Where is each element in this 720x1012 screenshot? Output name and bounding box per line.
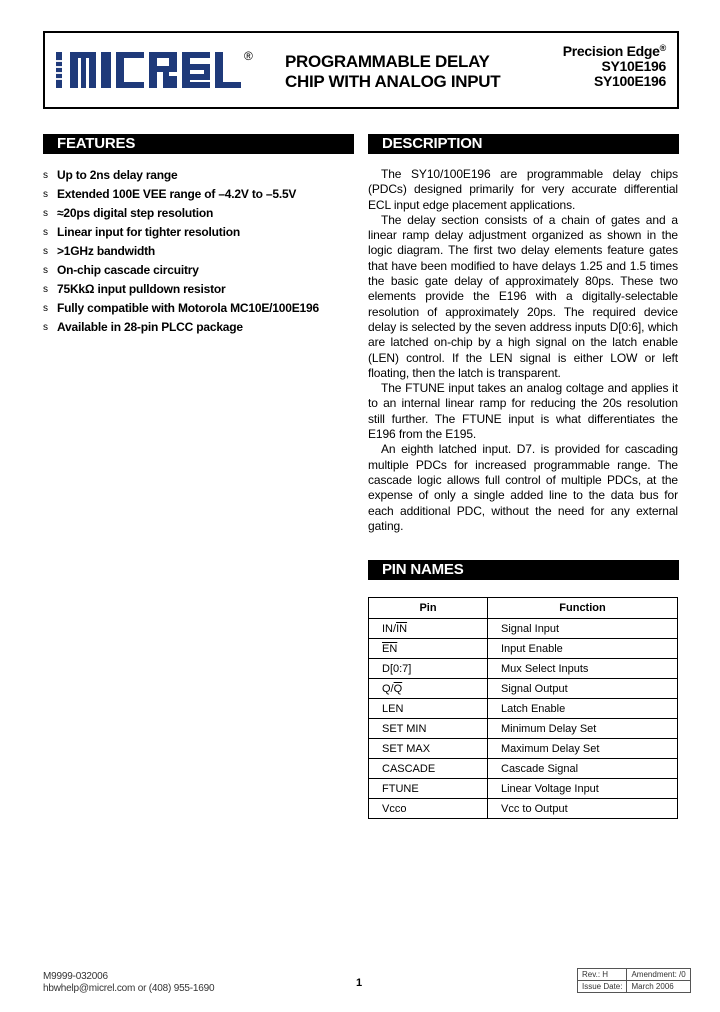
list-item: s On-chip cascade circuitry	[43, 263, 199, 277]
part-number-1: SY10E196	[601, 58, 666, 74]
table-row	[369, 779, 678, 799]
pin-names-heading: PIN NAMES	[368, 560, 679, 580]
pin-cell: Vcco	[369, 799, 488, 819]
function-cell: Latch Enable	[488, 699, 678, 719]
document-title	[285, 52, 500, 92]
registered-mark: ®	[244, 49, 253, 63]
function-cell: Signal Output	[488, 679, 678, 699]
brand-mark: ®	[659, 43, 666, 53]
pin-cell: FTUNE	[369, 779, 488, 799]
bullet-icon: s	[43, 208, 48, 219]
function-cell: Mux Select Inputs	[488, 659, 678, 679]
bullet-icon: s	[43, 303, 48, 314]
product-block	[563, 44, 666, 89]
pin-cell: SET MAX	[369, 739, 488, 759]
list-item: s Extended 100E VEE range of –4.2V to –5.5V	[43, 187, 297, 201]
table-row	[369, 679, 678, 699]
revision-table	[577, 968, 691, 993]
bullet-icon: s	[43, 265, 48, 276]
pin-cell: D[0:7]	[369, 659, 488, 679]
list-item: s 75KkΩ input pulldown resistor	[43, 282, 226, 296]
function-cell: Linear Voltage Input	[488, 779, 678, 799]
description-heading: DESCRIPTION	[368, 134, 679, 154]
table-row	[369, 639, 678, 659]
part-number-2: SY100E196	[593, 73, 666, 89]
pin-cell: SET MIN	[369, 719, 488, 739]
amendment-label: Amendment: /0	[627, 969, 690, 981]
table-row	[369, 619, 678, 639]
description-paragraph: The delay section consists of a chain of gates and a linear ramp delay adjustment organized as shown in the logic diagram. The first two delay elements feature gates that have been modified to have delays 1.25 and 1.5 times the basic gate delay of approximately 80ps. These two elements provide the E196 with a digitally-selectable resolution of approximately 20ps. The required device delay is selected by the seven address inputs D[0:6], which are latched on-chip by a high signal on the latch enable (LEN) control. If the LEN signal is either LOW or left floating, then the latch is transparent.	[368, 212, 678, 380]
bullet-icon: s	[43, 189, 48, 200]
pin-cell: $IN/\overline{IN}$	[369, 619, 488, 639]
table-row	[369, 759, 678, 779]
brand-name: Precision Edge	[562, 43, 660, 59]
bullet-icon: s	[43, 322, 48, 333]
table-row	[369, 739, 678, 759]
list-item: s ≈20ps digital step resolution	[43, 206, 214, 220]
micrel-logo	[56, 48, 254, 92]
pin-names-table	[368, 597, 678, 819]
pin-cell: $\overline{EN}$	[369, 639, 488, 659]
features-list	[43, 168, 319, 339]
list-item: s Up to 2ns delay range	[43, 168, 178, 182]
bullet-icon: s	[43, 170, 48, 181]
function-cell: Signal Input	[488, 619, 678, 639]
list-item: s Fully compatible with Motorola MC10E/100E196	[43, 301, 319, 315]
function-cell: Input Enable	[488, 639, 678, 659]
list-item: s Available in 28-pin PLCC package	[43, 320, 243, 334]
page-number: 1	[356, 977, 363, 989]
contact-info: hbwhelp@micrel.com or (408) 955-1690	[43, 983, 215, 994]
list-item: s >1GHz bandwidth	[43, 244, 156, 258]
table-row	[369, 699, 678, 719]
bullet-icon: s	[43, 227, 48, 238]
issue-date: March 2006	[627, 981, 690, 993]
rev-label: Rev.: H	[578, 969, 627, 981]
table-row	[369, 719, 678, 739]
pin-cell: CASCADE	[369, 759, 488, 779]
function-cell: Maximum Delay Set	[488, 739, 678, 759]
doc-number: M9999-032006	[43, 971, 108, 982]
title-line-2: CHIP WITH ANALOG INPUT	[285, 72, 501, 91]
bullet-icon: s	[43, 246, 48, 257]
function-cell: Minimum Delay Set	[488, 719, 678, 739]
list-item: s Linear input for tighter resolution	[43, 225, 240, 239]
table-row	[369, 799, 678, 819]
bullet-icon: s	[43, 284, 48, 295]
function-cell: Cascade Signal	[488, 759, 678, 779]
issue-date-label: Issue Date:	[578, 981, 627, 993]
footer-left	[43, 971, 214, 995]
table-row	[369, 659, 678, 679]
title-line-1: PROGRAMMABLE DELAY	[285, 52, 490, 71]
description-paragraph: The SY10/100E196 are programmable delay chips (PDCs) designed primarily for very accurate differential ECL input edge placement applications.	[368, 167, 678, 212]
description-paragraph: The FTUNE input takes an analog coltage and applies it to an internal linear ramp for reducing the 20s resolution still further. The FTUNE input is what differentiates the E196 from the E195.	[368, 381, 678, 442]
pin-cell: $Q/\overline{Q}$	[369, 679, 488, 699]
column-header-function: Function	[488, 598, 678, 619]
pin-cell: LEN	[369, 699, 488, 719]
function-cell: Vcc to Output	[488, 799, 678, 819]
features-heading: FEATURES	[43, 134, 354, 154]
column-header-pin: Pin	[369, 598, 488, 619]
description-paragraph: An eighth latched input. D7. is provided for cascading multiple PDCs for increased programmable range. The cascade logic allows full control of multiple PDCs, at the expense of only a single added line to the data bus for each additional PDC, without the need for any external gating.	[368, 442, 678, 533]
description-body	[368, 167, 678, 534]
